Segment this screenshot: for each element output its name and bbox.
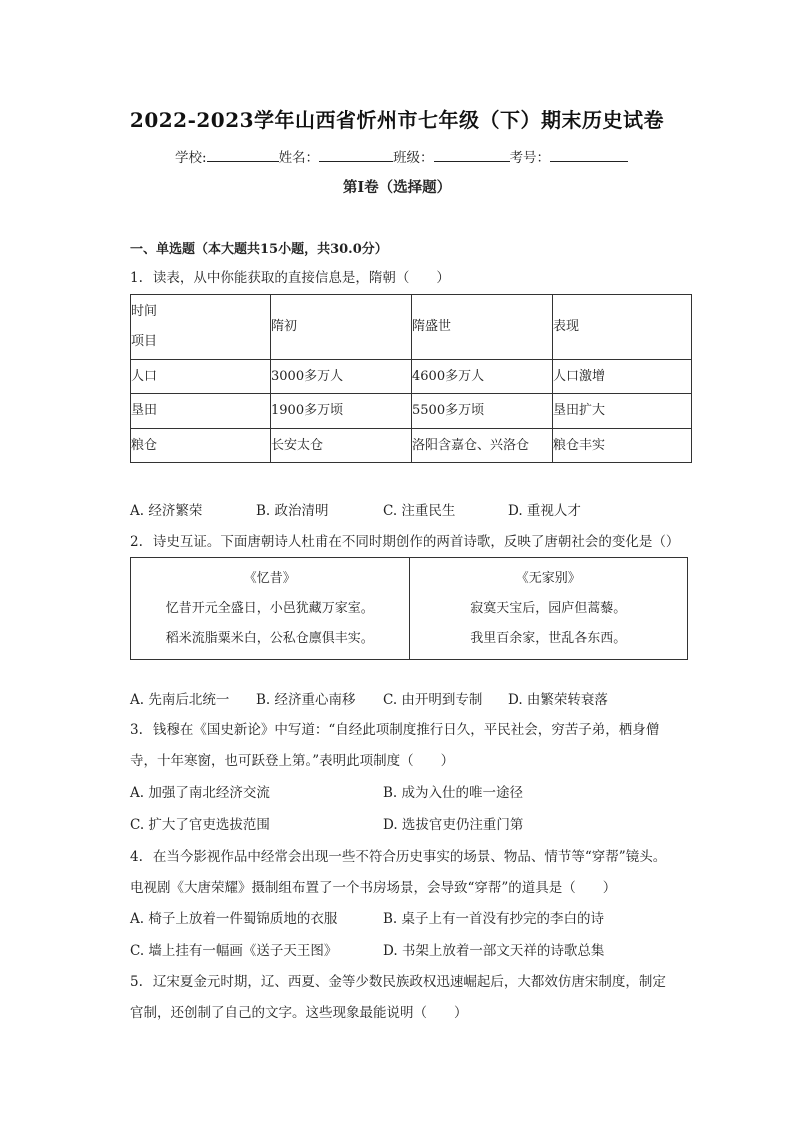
option-b[interactable]: B. 经济重心南移 — [256, 692, 356, 708]
option-a[interactable]: A. 加强了南北经济交流 — [130, 785, 270, 801]
table-cell: 4600多万人 — [412, 360, 553, 394]
table-row — [131, 394, 692, 429]
option-a[interactable]: A. 先南后北统一 — [130, 692, 230, 708]
question-5-line-2: 官制，还创制了自己的文字。这些现象最能说明（ ） — [130, 1005, 468, 1021]
table-cell: 人口 — [131, 360, 271, 394]
poem-line: 我里百余家，世乱各东西。 — [470, 631, 627, 646]
exam-no-label: 考号： — [509, 150, 551, 166]
part-title: 第Ⅰ卷（选择题） — [342, 179, 452, 196]
table-header-row — [131, 295, 692, 360]
name-label: 姓名： — [278, 150, 320, 166]
question-number: 5. — [130, 974, 143, 990]
name-blank — [319, 149, 393, 162]
poem-line: 稻米流脂粟米白，公私仓廪俱丰实。 — [165, 631, 374, 646]
table-cell: 垦田 — [131, 394, 271, 429]
question-5 — [130, 972, 700, 992]
poem-title: 《无家别》 — [515, 571, 581, 586]
option-d[interactable]: D. 重视人才 — [508, 503, 581, 519]
question-stem: 读表，从中你能获取的直接信息是，隋朝（ ） — [152, 270, 450, 286]
exam-title: 2022-2023学年山西省忻州市七年级（下）期末历史试卷 — [129, 108, 665, 132]
class-label: 班级： — [393, 150, 434, 166]
option-b[interactable]: B. 成为入仕的唯一途径 — [383, 785, 524, 801]
option-b[interactable]: B. 桌子上有一首没有抄完的李白的诗 — [383, 911, 605, 927]
question-1 — [130, 268, 700, 288]
question-3 — [130, 720, 700, 740]
table-cell: 表现 — [553, 295, 692, 360]
table-cell: 粮仓丰实 — [553, 429, 692, 463]
school-label: 学校: — [175, 150, 207, 166]
table-cell: 人口激增 — [553, 360, 692, 394]
question-4 — [130, 847, 700, 867]
option-d[interactable]: D. 选拔官吏仍注重门第 — [383, 817, 524, 833]
q1-data-table — [130, 294, 692, 463]
exam-no-blank — [550, 149, 628, 162]
section-title: 一、单选题（本大题共15小题，共30.0分） — [130, 242, 388, 257]
class-blank — [434, 149, 510, 162]
student-info-line — [175, 146, 655, 166]
option-a[interactable]: A. 经济繁荣 — [130, 503, 203, 519]
poem-cell-yixi — [131, 558, 410, 660]
table-cell: 长安太仓 — [271, 429, 412, 463]
option-b[interactable]: B. 政治清明 — [256, 503, 329, 519]
q2-poem-table — [130, 557, 688, 660]
option-a[interactable]: A. 椅子上放着一件蜀锦质地的衣服 — [130, 911, 338, 927]
table-cell: 粮仓 — [131, 429, 271, 463]
question-2 — [130, 532, 700, 552]
question-4-line-2: 电视剧《大唐荣耀》摄制组布置了一个书房场景，会导致“穿帮”的道具是（ ） — [130, 880, 617, 896]
school-blank — [207, 149, 279, 162]
poem-title: 《忆昔》 — [243, 571, 296, 586]
table-row — [131, 558, 688, 660]
table-cell: 1900多万顷 — [271, 394, 412, 429]
option-c[interactable]: C. 注重民生 — [383, 503, 456, 519]
poem-line: 忆昔开元全盛日，小邑犹藏万家室。 — [165, 601, 374, 616]
question-number: 2. — [130, 534, 143, 550]
table-cell: 隋盛世 — [412, 295, 553, 360]
question-number: 4. — [130, 849, 143, 865]
table-cell: 隋初 — [271, 295, 412, 360]
table-row — [131, 429, 692, 463]
option-c[interactable]: C. 由开明到专制 — [383, 692, 483, 708]
table-cell: 5500多万顷 — [412, 394, 553, 429]
question-stem: 辽宋夏金元时期，辽、西夏、金等少数民族政权迅速崛起后，大都效仿唐宋制度，制定 — [152, 974, 666, 990]
option-d[interactable]: D. 书架上放着一部文天祥的诗歌总集 — [383, 943, 605, 959]
option-c[interactable]: C. 墙上挂有一幅画《送子天王图》 — [130, 943, 338, 959]
question-stem: 在当今影视作品中经常会出现一些不符合历史事实的场景、物品、情节等“穿帮”镜头。 — [152, 849, 667, 865]
table-cell: 3000多万人 — [271, 360, 412, 394]
question-number: 1. — [130, 270, 143, 286]
table-cell: 洛阳含嘉仓、兴洛仓 — [412, 429, 553, 463]
table-cell: 垦田扩大 — [553, 394, 692, 429]
question-stem: 钱穆在《国史新论》中写道：“自经此项制度推行日久，平民社会，穷苦子弟，栖身僧 — [152, 722, 660, 738]
table-row — [131, 360, 692, 394]
question-3-line-2: 寺，十年寒窗，也可跃登上第。”表明此项制度（ ） — [130, 753, 455, 769]
poem-line: 寂寞天宝后，园庐但蒿藜。 — [470, 601, 627, 616]
option-c[interactable]: C. 扩大了官吏选拔范围 — [130, 817, 270, 833]
table-cell: 时间 项目 — [131, 295, 271, 360]
option-d[interactable]: D. 由繁荣转衰落 — [508, 692, 608, 708]
poem-cell-wujiabie — [409, 558, 688, 660]
question-number: 3. — [130, 722, 143, 738]
question-stem: 诗史互证。下面唐朝诗人杜甫在不同时期创作的两首诗歌，反映了唐朝社会的变化是（） — [152, 534, 680, 550]
